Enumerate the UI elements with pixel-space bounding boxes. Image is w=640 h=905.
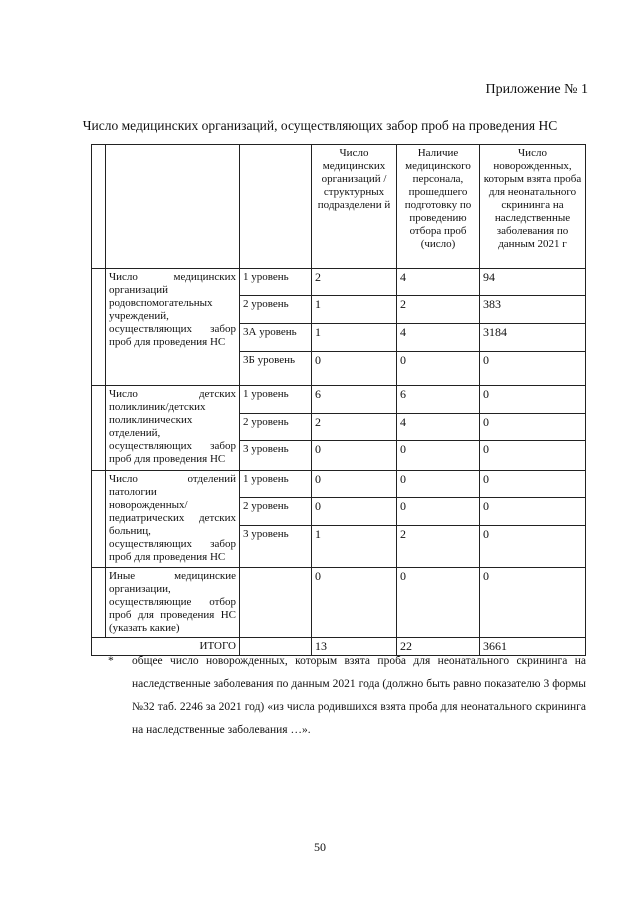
group-name-cell: Число детских поликлиник/детских поликлинических отделений, осуществляющих забор проб для проведения НС [106,386,240,471]
value-cell: 1 [312,324,397,352]
table-row [92,471,586,498]
value-cell: 0 [480,498,586,526]
footnote-marker: * [108,655,114,667]
value-cell: 2 [312,414,397,441]
table-row [92,568,586,638]
value-cell: 0 [480,568,586,638]
value-cell: 94 [480,269,586,296]
value-cell: 0 [312,441,397,471]
value-cell: 383 [480,296,586,324]
level-cell: 3А уровень [240,324,312,352]
total-label: ИТОГО [92,638,240,656]
footnote-text: общее число новорожденных, которым взята проба для неонатального скрининга на наследственные заболевания по данным 2021 года (должно быть равно показателю 3 формы №32 таб. 2246 за 2021 год) «из числа родившихся взята проба для неонатального скрининга на наследственные заболевания …». [132,655,586,736]
header-cell-staff: Наличие медицинского персонала, прошедшего подготовку по проведению отбора проб (число) [397,145,480,269]
value-cell: 1 [312,526,397,568]
total-value: 3661 [480,638,586,656]
value-cell: 4 [397,324,480,352]
row-number-cell [92,386,106,471]
value-cell: 4 [397,269,480,296]
group-name-cell: Число медицинских организаций родовспомогательных учреждений, осуществляющих забор проб для проведения НС [106,269,240,386]
value-cell: 0 [480,441,586,471]
header-cell-blank [240,145,312,269]
value-cell: 1 [312,296,397,324]
value-cell: 2 [312,269,397,296]
row-number-cell [92,568,106,638]
level-cell [240,568,312,638]
value-cell: 0 [312,352,397,386]
value-cell: 0 [312,568,397,638]
group-name-cell: Число отделений патологии новорожденных/педиатрических детских больниц, осуществляющих забор проб для проведения НС [106,471,240,568]
level-cell: 3 уровень [240,441,312,471]
value-cell: 0 [312,471,397,498]
level-cell: 2 уровень [240,414,312,441]
level-cell: 1 уровень [240,386,312,414]
level-cell: 3Б уровень [240,352,312,386]
value-cell: 6 [312,386,397,414]
table-row [92,269,586,296]
level-cell: 2 уровень [240,296,312,324]
page-number: 50 [314,840,326,854]
row-number-cell [92,471,106,568]
appendix-label: Приложение № 1 [485,82,588,97]
level-cell: 3 уровень [240,526,312,568]
value-cell: 0 [480,526,586,568]
table-title: Число медицинских организаций, осуществляющих забор проб на проведения НС [82,118,558,133]
value-cell: 2 [397,526,480,568]
value-cell: 0 [480,414,586,441]
header-cell-blank [92,145,106,269]
value-cell: 0 [397,498,480,526]
level-cell: 1 уровень [240,471,312,498]
footnote [108,650,586,742]
value-cell: 0 [397,471,480,498]
header-cell-organizations: Число медицинских организаций /структурных подразделени й [312,145,397,269]
total-value: 22 [397,638,480,656]
value-cell: 0 [480,471,586,498]
value-cell: 0 [480,386,586,414]
value-cell: 0 [397,568,480,638]
value-cell: 0 [312,498,397,526]
total-value: 13 [312,638,397,656]
header-cell-newborns: Число новорожденных, которым взята проба для неонатального скрининга на наследственные заболевания по данным 2021 г [480,145,586,269]
value-cell: 6 [397,386,480,414]
header-row [92,145,586,269]
value-cell: 4 [397,414,480,441]
value-cell: 3184 [480,324,586,352]
group-name-cell: Иные медицинские организации, осуществляющие отбор проб для проведения НС (указать какие) [106,568,240,638]
value-cell: 0 [480,352,586,386]
value-cell: 0 [397,441,480,471]
data-table [91,144,586,656]
level-cell: 2 уровень [240,498,312,526]
row-number-cell [92,269,106,386]
table-row [92,386,586,414]
level-cell: 1 уровень [240,269,312,296]
value-cell: 2 [397,296,480,324]
value-cell: 0 [397,352,480,386]
header-cell-blank [106,145,240,269]
